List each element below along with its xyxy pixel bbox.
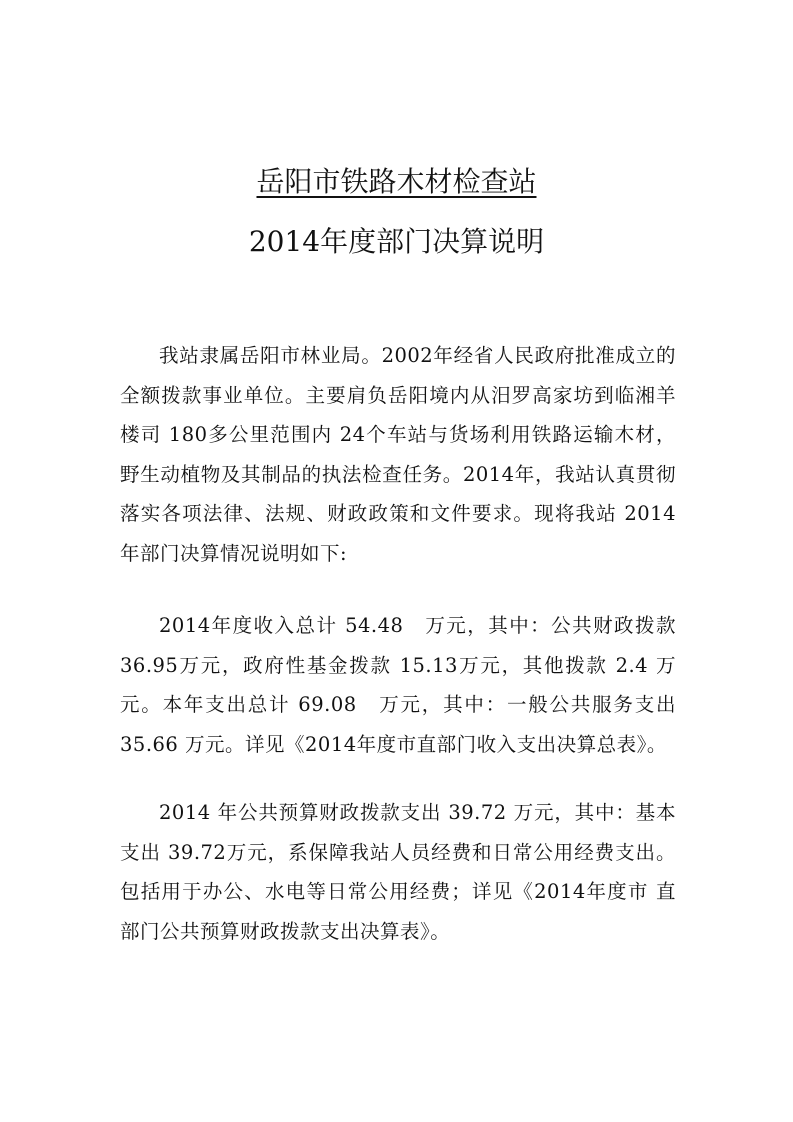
paragraph-income-expense: 2014年度收入总计 54.48 万元，其中：公共财政拨款36.95万元，政府性基金拨款 15.13万元，其他拨款 2.4 万元。本年支出总计 69.08 万元，其中：一般公共服务支出35.66 万元。详见《2014年度市直部门收入支出决算总表》。 bbox=[120, 614, 676, 756]
paragraph-intro: 我站隶属岳阳市林业局。2002年经省人民政府批准成立的全额拨款事业单位。主要肩负岳阳境内从汨罗高家坊到临湘羊楼司 180多公里范围内 24个车站与货场利用铁路运输木材，野生动植物及其制品的执法检查任务。2014年，我站认真贯彻落实各项法律、法规、财政政策和文件要求。现将我站 2014年部门决算情况说明如下: bbox=[120, 344, 676, 565]
document-subtitle: 2014年度部门决算说明 bbox=[248, 225, 545, 258]
paragraph-public-budget: 2014 年公共预算财政拨款支出 39.72 万元，其中：基本支出 39.72万元，系保障我站人员经费和日常公用经费支出。包括用于办公、水电等日常公用经费；详见《2014年度市 直部门公共预算财政拨款支出决算表》。 bbox=[120, 801, 676, 943]
document-title: 岳阳市铁路木材检查站 bbox=[256, 165, 537, 198]
